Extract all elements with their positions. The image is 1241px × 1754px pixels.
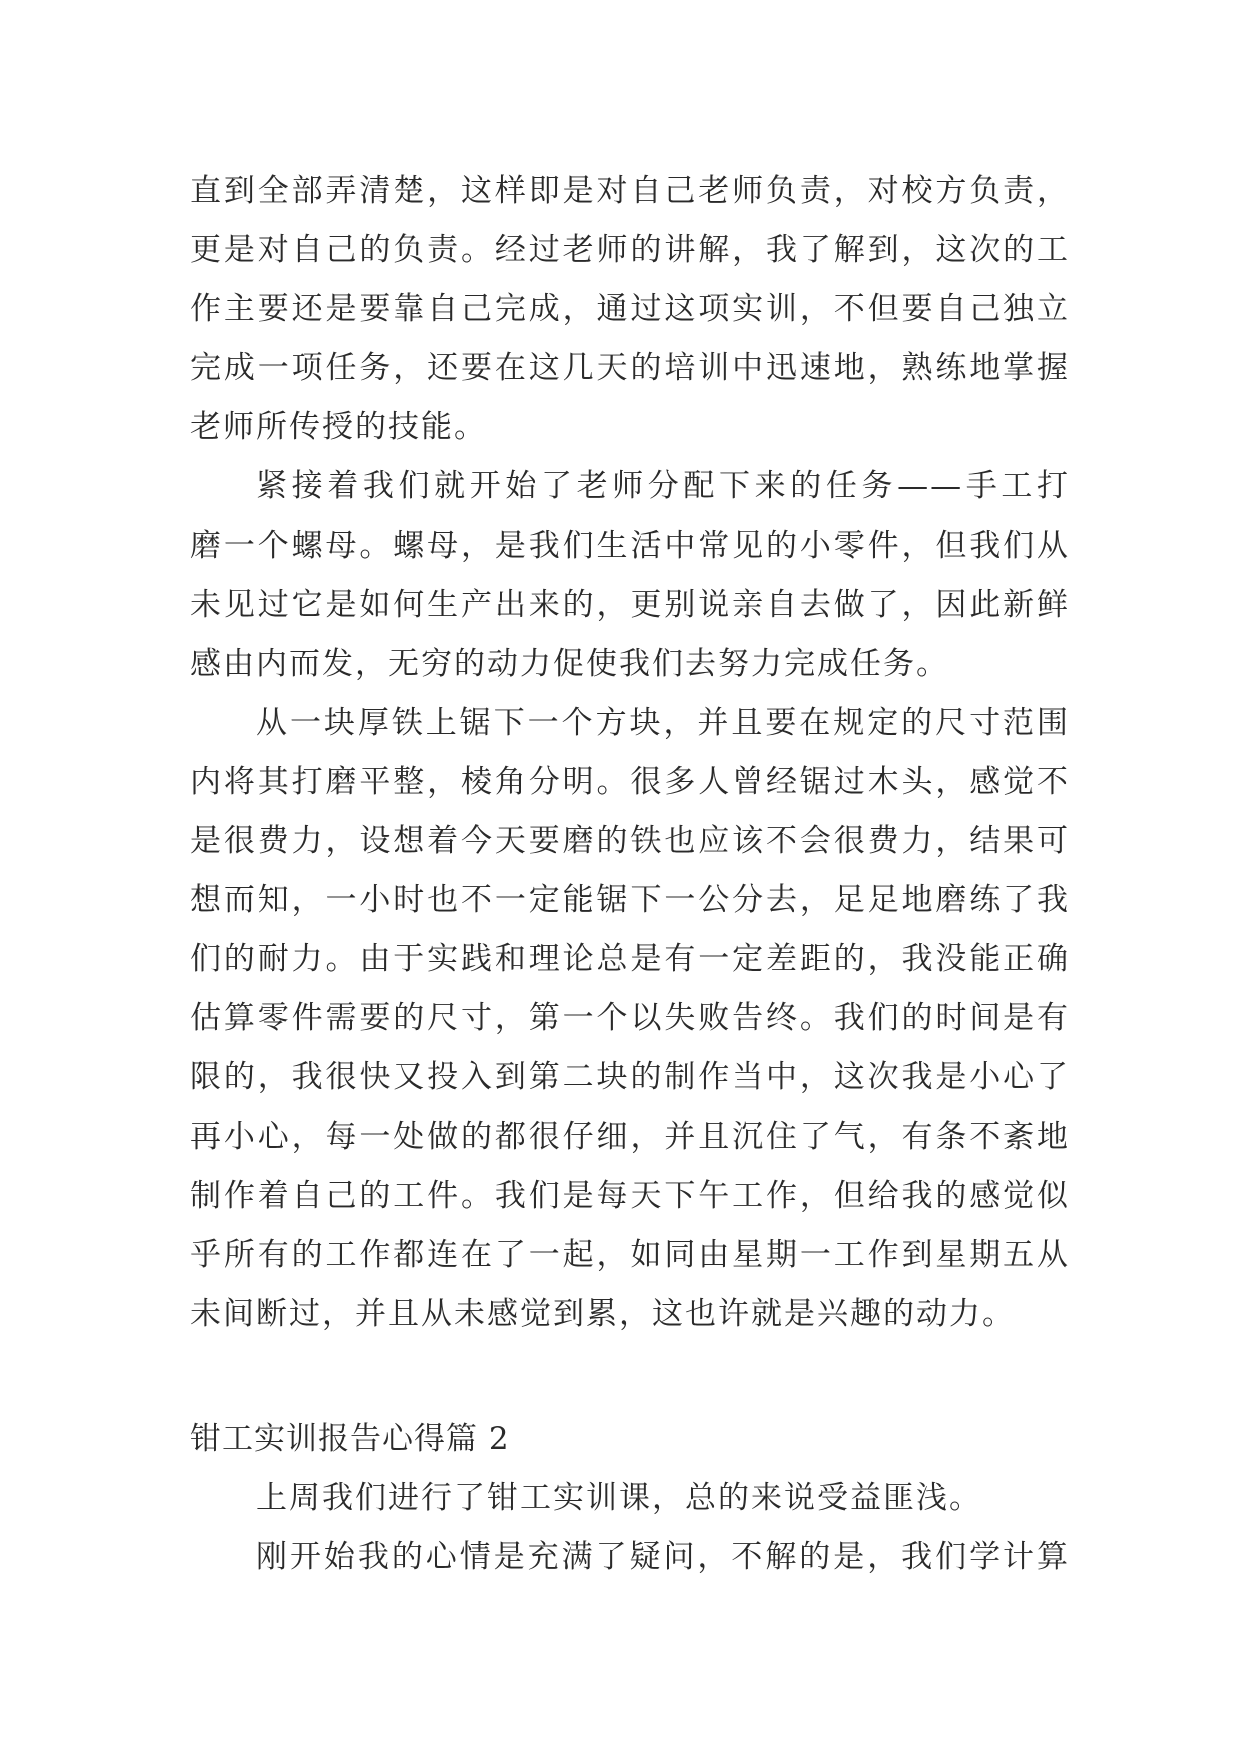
text-line: 上周我们进行了钳工实训课，总的来说受益匪浅。 — [256, 1479, 982, 1516]
text-line: 未见过它是如何生产出来的，更别说亲自去做了，因此新鲜 — [190, 586, 1070, 623]
text-line: 未间断过，并且从未感觉到累，这也许就是兴趣的动力。 — [190, 1295, 1015, 1332]
paragraph — [190, 162, 1070, 457]
paragraph — [190, 457, 1070, 693]
text-line: 作主要还是要靠自己完成，通过这项实训，不但要自己独立 — [190, 291, 1070, 328]
text-line: 估算零件需要的尺寸，第一个以失败告终。我们的时间是有 — [190, 1000, 1070, 1037]
section-spacer — [190, 1344, 1070, 1410]
text-line: 们的耐力。由于实践和理论总是有一定差距的，我没能正确 — [190, 941, 1070, 978]
text-line: 感由内而发，无穷的动力促使我们去努力完成任务。 — [190, 645, 949, 682]
text-line: 从一块厚铁上锯下一个方块，并且要在规定的尺寸范围 — [256, 704, 1070, 741]
section-heading: 钳工实训报告心得篇 2 — [190, 1420, 510, 1457]
text-line: 限的，我很快又投入到第二块的制作当中，这次我是小心了 — [190, 1059, 1070, 1096]
document-body — [190, 162, 1070, 1587]
text-line: 更是对自己的负责。经过老师的讲解，我了解到，这次的工 — [190, 232, 1070, 269]
text-line: 老师所传授的技能。 — [190, 409, 487, 446]
text-line: 制作着自己的工件。我们是每天下午工作，但给我的感觉似 — [190, 1177, 1070, 1214]
text-line: 完成一项任务，还要在这几天的培训中迅速地，熟练地掌握 — [190, 350, 1070, 387]
text-line: 想而知，一小时也不一定能锯下一公分去，足足地磨练了我 — [190, 882, 1070, 919]
paragraph — [190, 694, 1070, 1344]
text-line: 再小心，每一处做的都很仔细，并且沉住了气，有条不紊地 — [190, 1118, 1070, 1155]
text-line: 紧接着我们就开始了老师分配下来的任务——手工打 — [256, 468, 1070, 505]
text-line: 是很费力，设想着今天要磨的铁也应该不会很费力，结果可 — [190, 823, 1070, 860]
text-line: 磨一个螺母。螺母，是我们生活中常见的小零件，但我们从 — [190, 527, 1070, 564]
text-line: 直到全部弄清楚，这样即是对自己老师负责，对校方负责， — [190, 173, 1070, 209]
text-line: 乎所有的工作都连在了一起，如同由星期一工作到星期五从 — [190, 1236, 1070, 1273]
text-line: 内将其打磨平整，棱角分明。很多人曾经锯过木头，感觉不 — [190, 763, 1070, 800]
text-line: 刚开始我的心情是充满了疑问，不解的是，我们学计算 — [256, 1539, 1070, 1576]
